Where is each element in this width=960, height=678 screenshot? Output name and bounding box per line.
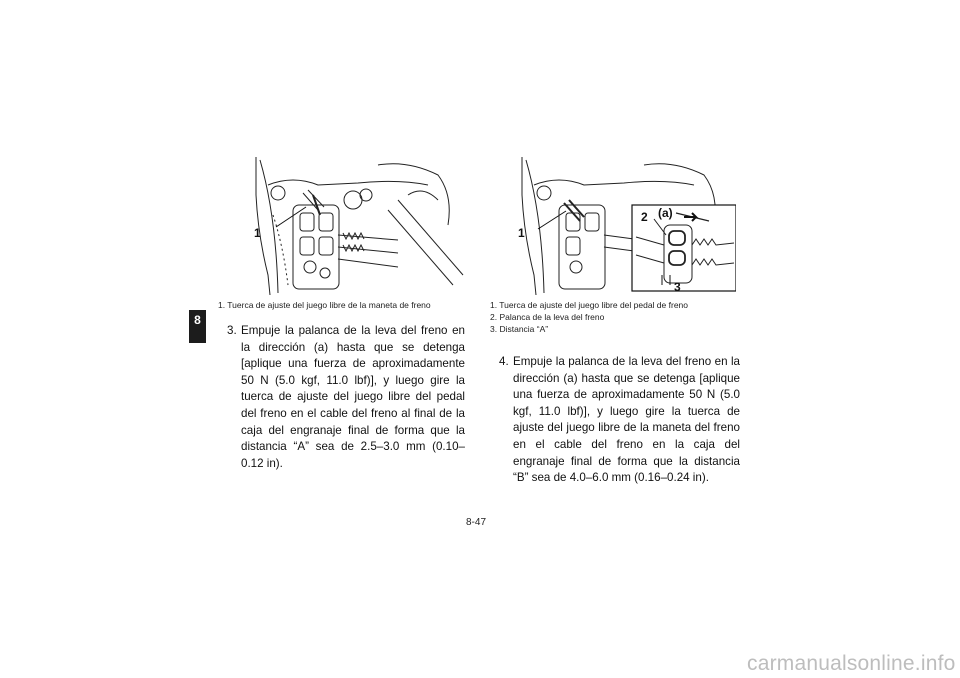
page-number: 8-47 <box>466 517 487 528</box>
footer-watermark-url[interactable]: carmanualsonline.info <box>747 652 956 675</box>
brake-mechanism-illustration-detail <box>514 155 736 295</box>
brake-mechanism-illustration <box>248 155 470 295</box>
chapter-tab: 8 <box>189 310 206 343</box>
figure-caption-left <box>218 299 468 311</box>
step-number: 4. <box>499 355 509 368</box>
caption-item: 1. Tuerca de ajuste del juego libre del pedal de freno <box>490 300 688 310</box>
callout-2: 2 <box>641 210 648 224</box>
figure-brake-adjust-left <box>248 155 470 295</box>
step-number: 3. <box>227 324 237 337</box>
callout-1: 1 <box>254 226 261 240</box>
figure-caption-right <box>490 299 750 335</box>
step-text: Empuje la palanca de la leva del freno en la dirección (a) hasta que se detenga [aplique una fuerza de aproximadamente 50 N (5.0 kgf, 11.0 lbf)], y luego gire la tuerca de ajuste del juego libre del pedal del freno en el cable del freno al final de la caja del engranaje final de forma que la distancia “A” sea de 2.5–3.0 mm (0.10–0.12 in). <box>241 324 465 470</box>
caption-item: 2. Palanca de la leva del freno <box>490 312 605 322</box>
figure-brake-adjust-right <box>514 155 736 295</box>
callout-a: (a) <box>658 206 673 220</box>
step-text: Empuje la palanca de la leva del freno en la dirección (a) hasta que se detenga [aplique una fuerza de aproximadamente 50 N (5.0 kgf, 11.0 lbf)], y luego gire la tuerca de ajuste del juego libre de la maneta del freno en el cable del freno en la caja del engranaje final de forma que la distancia “B” sea de 4.0–6.0 mm (0.16–0.24 in). <box>513 355 740 485</box>
step-3 <box>218 323 465 472</box>
step-4 <box>490 354 740 487</box>
caption-item: 1. Tuerca de ajuste del juego libre de la maneta de freno <box>218 300 431 310</box>
callout-3: 3 <box>674 280 681 294</box>
callout-1: 1 <box>518 226 525 240</box>
caption-item: 3. Distancia “A” <box>490 324 549 334</box>
